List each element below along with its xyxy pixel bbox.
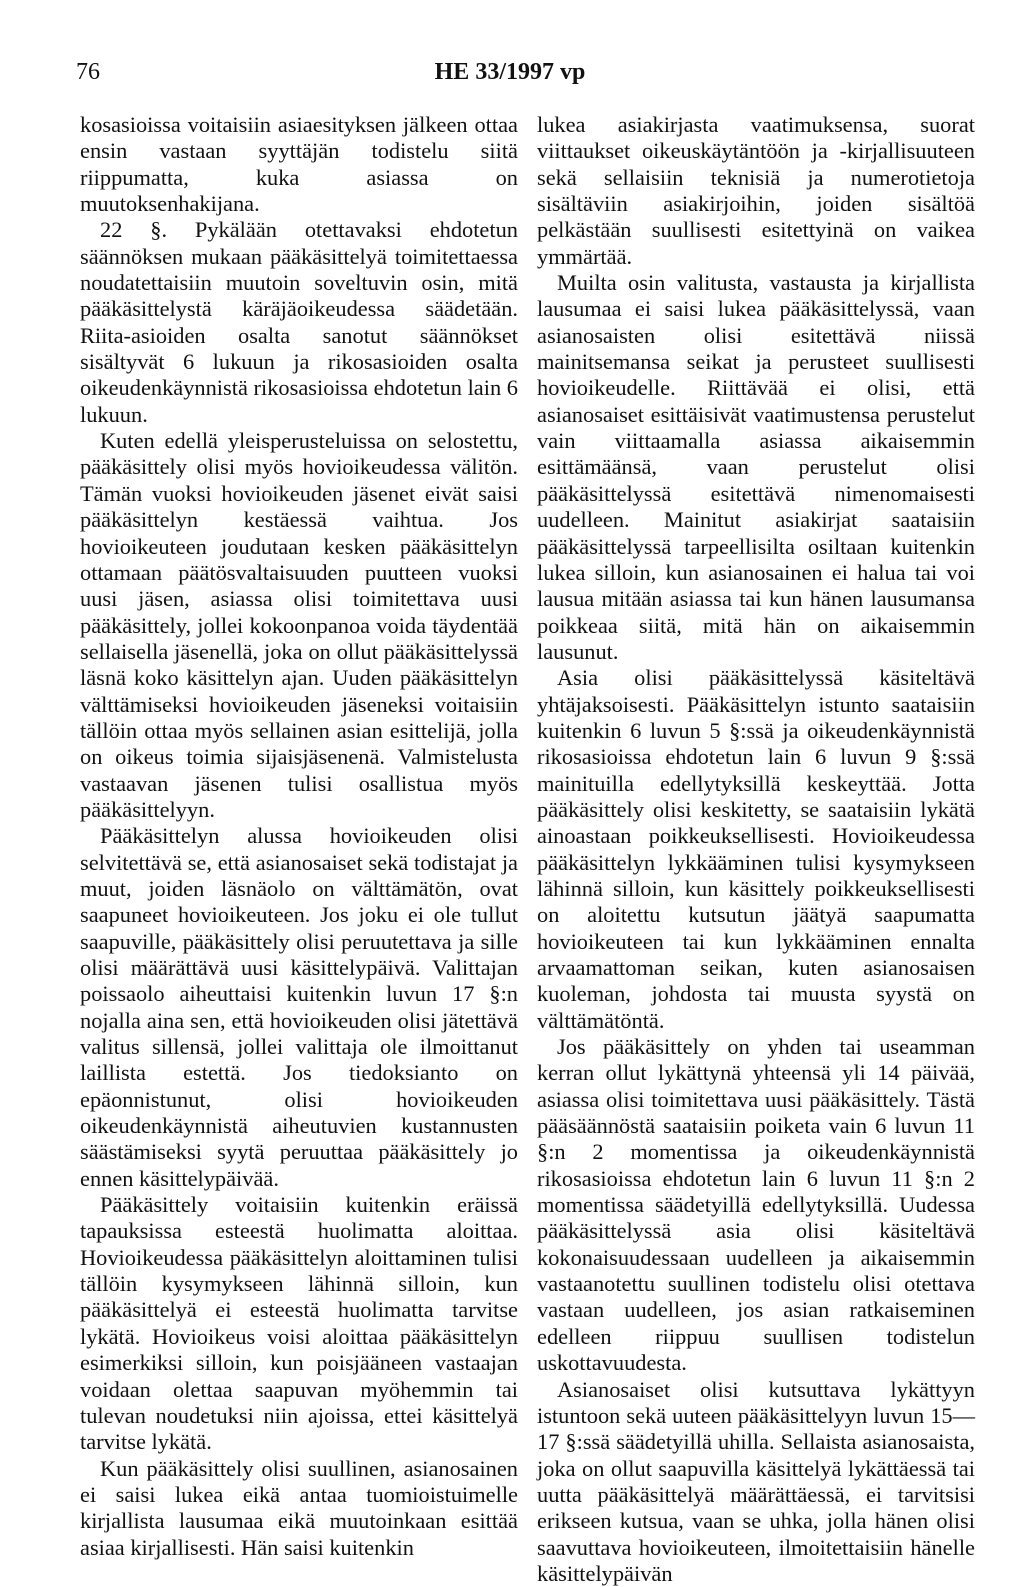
left-column xyxy=(80,112,518,1561)
paragraph: 22 §. Pykälään otettavaksi ehdotetun säännöksen mukaan pääkäsittelyä toimitettaessa noudatettaisiin muutoin soveltuvin osin, mitä pääkäsittelystä käräjäoikeudessa säädetään. Riita-asioiden osalta sanotut säännökset sisältyvät 6 lukuun ja rikosasioiden osalta oikeudenkäynnistä rikosasioissa ehdotetun lain 6 lukuun. xyxy=(80,217,518,428)
right-column xyxy=(537,112,975,1587)
paragraph: Asia olisi pääkäsittelyssä käsiteltävä yhtäjaksoisesti. Pääkäsittelyn istunto saataisiin kuitenkin 6 luvun 5 §:ssä ja oikeudenkäynnistä rikosasioissa ehdotetun lain 6 luvun 9 §:ssä mainituilla edellytyksillä keskeyttää. Jotta pääkäsittely olisi keskitetty, se saataisiin lykätä ainoastaan poikkeuksellisesti. Hovioikeudessa pääkäsittelyn lykkääminen tulisi kysymykseen lähinnä silloin, kun käsittely poikkeuksellisesti on aloitettu kutsutun jäätyä saapumatta hovioikeuteen tai kun lykkääminen ennalta arvaamattoman seikan, kuten asianosaisen kuoleman, johdosta tai muusta syystä on välttämätöntä. xyxy=(537,665,975,1034)
paragraph: Pääkäsittely voitaisiin kuitenkin eräissä tapauksissa esteestä huolimatta aloittaa. Hovioikeudessa pääkäsittelyn aloittaminen tulisi tällöin kysymykseen lähinnä silloin, kun pääkäsittelyä ei esteestä huolimatta tarvitse lykätä. Hovioikeus voisi aloittaa pääkäsittelyn esimerkiksi silloin, kun poisjääneen vastaajan voidaan olettaa saapuvan myöhemmin tai tulevan noudetuksi niin ajoissa, ettei käsittelyä tarvitse lykätä. xyxy=(80,1192,518,1455)
paragraph: Jos pääkäsittely on yhden tai useamman kerran ollut lykättynä yhteensä yli 14 päivää, asiassa olisi toimitettava uusi pääkäsittely. Tästä pääsäännöstä saataisiin poiketa vain 6 luvun 11 §:n 2 momentissa ja oikeudenkäynnistä rikosasioissa ehdotetun lain 6 luvun 11 §:n 2 momentissa säädetyillä edellytyksillä. Uudessa pääkäsittelyssä asia olisi käsiteltävä kokonaisuudessaan uudelleen ja aikaisemmin vastaanotettu suullinen todistelu olisi otettava vastaan uudelleen, jos asian ratkaiseminen edelleen riippuu suullisen todistelun uskottavuudesta. xyxy=(537,1034,975,1376)
paragraph: Pääkäsittelyn alussa hovioikeuden olisi selvitettävä se, että asianosaiset sekä todistajat ja muut, joiden läsnäolo on välttämätön, ovat saapuneet hovioikeuteen. Jos joku ei ole tullut saapuville, pääkäsittely olisi peruutettava ja sille olisi määrättävä uusi käsittelypäivä. Valittajan poissaolo aiheuttaisi kuitenkin luvun 17 §:n nojalla aina sen, että hovioikeuden olisi jätettävä valitus sillensä, jollei valittaja ole ilmoittanut laillista estettä. Jos tiedoksianto on epäonnistunut, olisi hovioikeuden oikeudenkäynnistä aiheutuvien kustannusten säästämiseksi syytä peruuttaa pääkäsittely jo ennen käsittelypäivää. xyxy=(80,823,518,1192)
paragraph: kosasioissa voitaisiin asiaesityksen jälkeen ottaa ensin vastaan syyttäjän todistelu siitä riippumatta, kuka asiassa on muutoksenhakijana. xyxy=(80,112,518,217)
page-number: 76 xyxy=(76,58,100,86)
document-id: HE 33/1997 vp xyxy=(400,58,620,86)
paragraph: Kuten edellä yleisperusteluissa on selostettu, pääkäsittely olisi myös hovioikeudessa välitön. Tämän vuoksi hovioikeuden jäsenet eivät saisi pääkäsittelyn kestäessä vaihtua. Jos hovioikeuteen joudutaan kesken pääkäsittelyn ottamaan päätösvaltaisuuden puutteen vuoksi uusi jäsen, asiassa olisi toimitettava uusi pääkäsittely, jollei kokoonpanoa voida täydentää sellaisella jäsenellä, joka on ollut pääkäsittelyssä läsnä koko käsittelyn ajan. Uuden pääkäsittelyn välttämiseksi hovioikeuden jäseneksi voitaisiin tällöin ottaa myös sellainen asian esittelijä, jolla on oikeus toimia sijaisjäsenenä. Valmistelusta vastaavan jäsenen tulisi osallistua myös pääkäsittelyyn. xyxy=(80,428,518,823)
paragraph: Asianosaiset olisi kutsuttava lykättyyn istuntoon sekä uuteen pääkäsittelyyn luvun 15—17 §:ssä säädetyillä uhilla. Sellaista asianosaista, joka on ollut saapuvilla käsittelyä lykättäessä tai uutta pääkäsittelyä määrättäessä, ei tarvitsisi erikseen kutsua, vaan se uhka, jolla hänen olisi saavuttava hovioikeuteen, ilmoitettaisiin hänelle käsittelypäivän xyxy=(537,1377,975,1587)
paragraph: lukea asiakirjasta vaatimuksensa, suorat viittaukset oikeuskäytäntöön ja -kirjallisuuteen sekä sellaisiin teknisiä ja numerotietoja sisältäviin asiakirjoihin, joiden sisältöä pelkästään suullisesti esitettyinä on vaikea ymmärtää. xyxy=(537,112,975,270)
paragraph: Muilta osin valitusta, vastausta ja kirjallista lausumaa ei saisi lukea pääkäsittelyssä, vaan asianosaisten olisi esitettävä niissä mainitsemansa seikat ja perusteet suullisesti hovioikeudelle. Riittävää ei olisi, että asianosaiset esittäisivät vaatimustensa perustelut vain viittaamalla asiassa aikaisemmin esittämäänsä, vaan perustelut olisi pääkäsittelyssä esitettävä nimenomaisesti uudelleen. Mainitut asiakirjat saataisiin pääkäsittelyssä tarpeellisilta osiltaan kuitenkin lukea silloin, kun asianosainen ei halua tai voi lausua mitään asiassa tai kun hänen lausumansa poikkeaa siitä, mitä hän on aikaisemmin lausunut. xyxy=(537,270,975,665)
paragraph: Kun pääkäsittely olisi suullinen, asianosainen ei saisi lukea eikä antaa tuomioistuimelle kirjallista lausumaa eikä muutoinkaan esittää asiaa kirjallisesti. Hän saisi kuitenkin xyxy=(80,1456,518,1561)
